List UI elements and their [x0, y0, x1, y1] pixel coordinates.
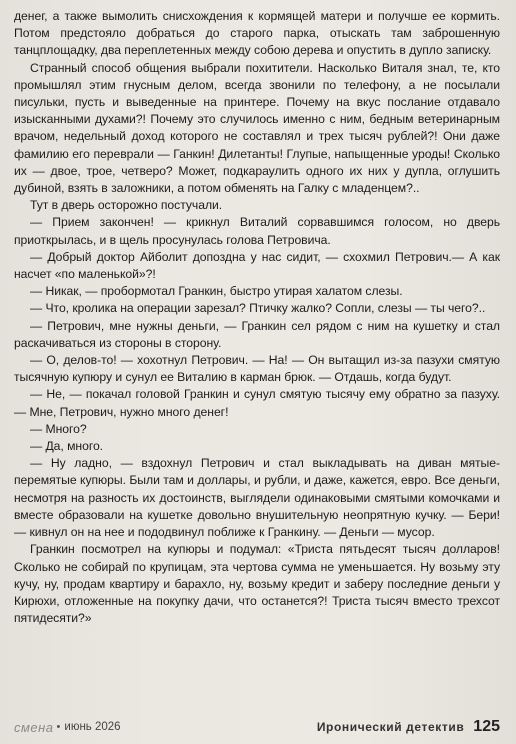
section-title: Иронический детектив [316, 720, 465, 734]
paragraph: Тут в дверь осторожно постучали. [30, 198, 223, 213]
paragraph: — Никак, — пробормотал Гранкин, быстро утирая халатом слезы. [30, 284, 403, 299]
story-text [14, 8, 500, 627]
separator-dot: • [56, 721, 61, 733]
paragraph: — Да, много. [30, 439, 104, 454]
paragraph: — Петрович, мне нужны деньги, — Гранкин сел рядом с ним на кушетку и стал раскачиваться из стороны в сторону. [14, 318, 500, 350]
paragraph: денег, а также вымолить снисхождения к кормящей матери и получше ее кормить. Потом предстояло добраться до старого парка, отыскать там заброшенную танцплощадку, два переплетенных между собою дерева и опустить в дупло записку. [14, 9, 500, 58]
page-number: 125 [473, 718, 500, 735]
paragraph: — Что, кролика на операции зарезал? Птичку жалко? Сопли, слезы — ты чего?.. [30, 301, 486, 316]
paragraph: — Добрый доктор Айболит допоздна у нас сидит, — схохмил Петрович.— А как насчет «по маленькой»?! [14, 249, 500, 282]
page-footer [14, 716, 500, 738]
paragraph: — Прием закончен! — крикнул Виталий сорвавшимся голосом, но дверь приоткрылась, и в щель просунулась голова Петровича. [14, 215, 500, 247]
paragraph: Гранкин посмотрел на купюры и подумал: «Триста пятьдесят тысяч долларов! Сколько не собирай по крупицам, эта чертова сумма не уменьшается. Ну возьму эту кучу, ну, продам квартиру и барахло, ну, возьму кредит и заберу последние деньги у Кирюхи, отложенные на покупку дачи, что останется?! Триста тысяч вместо трехсот пятидесяти?» [14, 542, 500, 626]
issue-date: июнь 2026 [64, 721, 121, 733]
paragraph: — Не, — покачал головой Гранкин и сунул смятую тысячу ему обратно за пазуху. — Мне, Петрович, нужно много денег! [14, 387, 500, 419]
magazine-name: смена [14, 719, 54, 735]
paragraph: — Ну ладно, — вздохнул Петрович и стал выкладывать на диван мятые-перемятые купюры. Были там и доллары, и рубли, и даже, кажется, евро. Все деньги, несмотря на разность их достоинств, выглядели одинаковыми смятыми комочками и вместе образовали на кушетке довольно внушительную неопрятную кучку. — Бери! — кивнул он на нее и пододвинул поближе к Гранкину. — Деньги — мусор. [14, 456, 500, 540]
paragraph: — О, делов-то! — хохотнул Петрович. — На! — Он вытащил из-за пазухи смятую тысячную купюру и сунул ее Виталию в карман брюк. — Отдашь, когда будут. [14, 353, 500, 385]
paragraph: Странный способ общения выбрали похитители. Насколько Виталя знал, те, кто промышлял этим гнусным делом, всегда звонили по телефону, а не посылали писульки, пусть и выведенные на принтере. Почему на вкус послание отдавало изысканными духами?! Почему это случилось именно с ним, бедным ветеринарным врачом, недельный доход которого не составлял и трех тысяч рублей?! Они даже фамилию его переврали — Ганкин! Дилетанты! Глупые, напыщенные уроды! Сколько их — двое, трое, четверо? Может, подкараулить одного их них у дупла, оглушить дубиной, взять в заложники, а потом обменять на Галку с младенцем?.. [14, 60, 500, 196]
paragraph: — Много? [30, 421, 87, 436]
